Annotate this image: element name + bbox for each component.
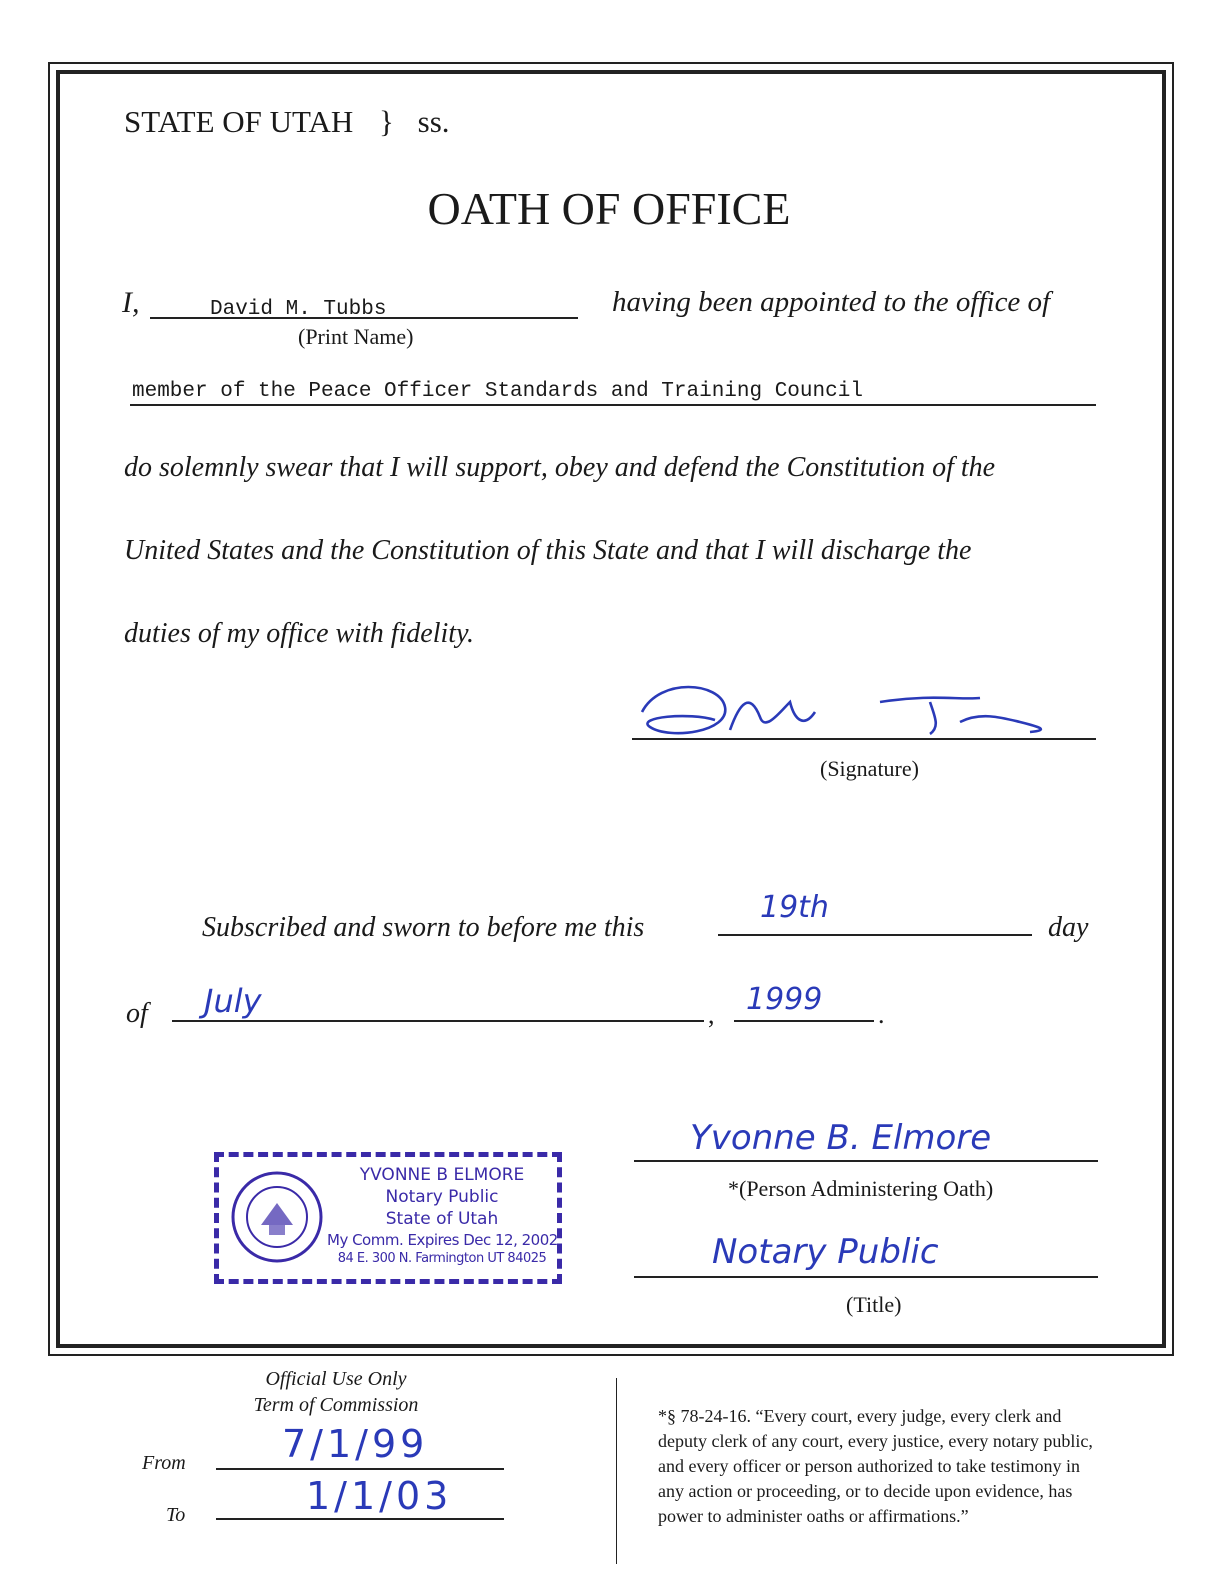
sworn-lead: Subscribed and sworn to before me this — [202, 912, 645, 943]
officer-signature — [630, 672, 1070, 744]
from-label: From — [142, 1452, 186, 1474]
administrator-caption: *(Person Administering Oath) — [728, 1176, 994, 1201]
stamp-address: 84 E. 300 N. Farmington UT 84025 — [337, 1251, 547, 1266]
month-value: July — [204, 982, 262, 1020]
printed-name: David M. Tubbs — [210, 298, 387, 321]
ss-label: ss. — [417, 104, 450, 139]
state-heading — [124, 104, 450, 140]
footnote-line-3: and every officer or person authorized to take testimony in — [658, 1456, 1081, 1476]
administrator-line — [634, 1160, 1098, 1162]
utah-seal-icon — [229, 1169, 325, 1265]
to-line — [216, 1518, 504, 1520]
day-label: day — [1048, 912, 1089, 943]
from-value: 7/1/99 — [282, 1422, 429, 1466]
footer-divider — [616, 1378, 617, 1564]
official-use-heading: Official Use Only — [265, 1368, 407, 1390]
title-signed: Notary Public — [712, 1232, 939, 1272]
day-line — [718, 934, 1032, 936]
stamp-role: Notary Public — [385, 1187, 499, 1207]
month-line — [172, 1020, 704, 1022]
stamp-name: YVONNE B ELMORE — [359, 1165, 525, 1185]
appointed-text: having been appointed to the office of — [612, 286, 1051, 318]
of-label: of — [126, 998, 148, 1029]
to-label: To — [166, 1504, 186, 1526]
footnote-line-5: power to administer oaths or affirmations.” — [658, 1506, 969, 1526]
signature-line — [632, 738, 1096, 740]
administrator-signature: Yvonne B. Elmore — [690, 1118, 992, 1158]
footnote-line-4: any action or proceeding, or to decide upon evidence, has — [658, 1481, 1073, 1501]
brace: } — [379, 104, 394, 139]
office-line — [130, 404, 1096, 406]
period: . — [878, 1000, 885, 1029]
notary-stamp — [214, 1152, 562, 1284]
title-caption: (Title) — [846, 1292, 902, 1317]
statute-footnote — [658, 1404, 1093, 1529]
signature-caption: (Signature) — [820, 756, 919, 781]
stamp-state: State of Utah — [385, 1209, 499, 1229]
term-heading: Term of Commission — [253, 1394, 419, 1416]
footnote-line-1: *§ 78-24-16. “Every court, every judge, every clerk and — [658, 1406, 1062, 1426]
oath-prefix: I, — [122, 286, 140, 319]
to-value: 1/1/03 — [306, 1474, 453, 1518]
oath-body-line-1: do solemnly swear that I will support, obey and defend the Constitution of the — [124, 452, 996, 483]
oath-body-line-2: United States and the Constitution of this State and that I will discharge the — [124, 535, 972, 566]
year-line — [734, 1020, 874, 1022]
print-name-caption: (Print Name) — [298, 324, 414, 349]
footnote-line-2: deputy clerk of any court, every justice, every notary public, — [658, 1431, 1093, 1451]
document-title: OATH OF OFFICE — [427, 183, 791, 234]
stamp-expires: My Comm. Expires Dec 12, 2002 — [327, 1231, 558, 1249]
office-name: member of the Peace Officer Standards and Training Council — [132, 380, 863, 403]
comma: , — [708, 1000, 715, 1029]
state-name: STATE OF UTAH — [124, 104, 354, 139]
day-value: 19th — [760, 890, 829, 925]
from-line — [216, 1468, 504, 1470]
oath-body-line-3: duties of my office with fidelity. — [124, 618, 474, 649]
title-line — [634, 1276, 1098, 1278]
year-value: 1999 — [746, 982, 823, 1017]
